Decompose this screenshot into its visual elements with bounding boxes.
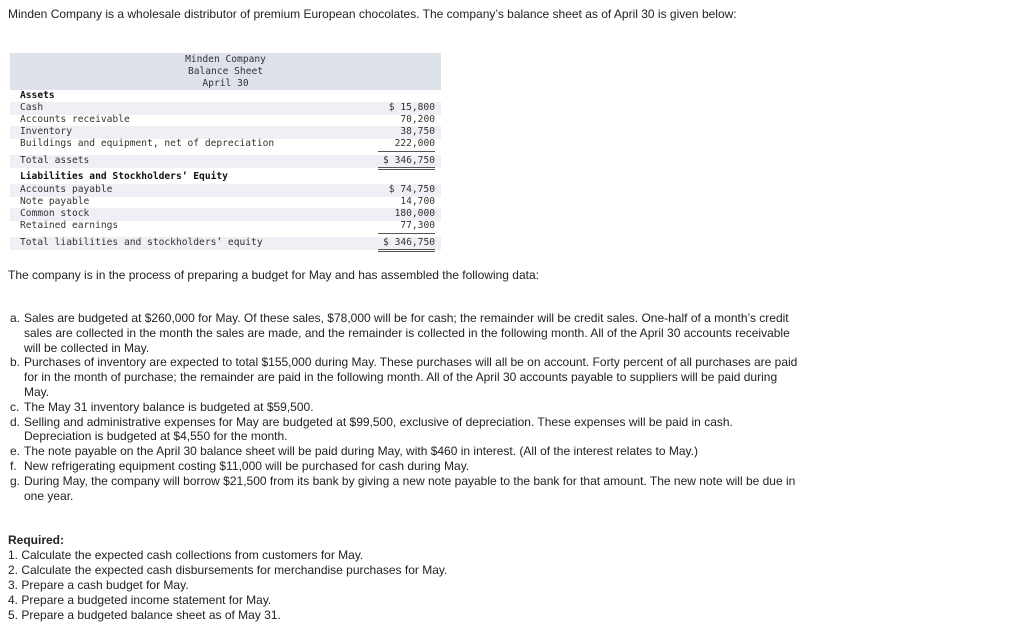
list-item [8, 459, 798, 474]
row-value: 14,700 [400, 196, 435, 207]
row-value: $ 346,750 [383, 155, 435, 166]
table-row [10, 138, 441, 151]
item-marker: b. [10, 355, 21, 370]
subtotal-rule [378, 233, 435, 234]
total-assets-row [10, 155, 441, 168]
statement-date: April 30 [202, 78, 249, 89]
item-marker: g. [10, 473, 21, 488]
list-item [8, 311, 798, 355]
required-title: Required: [8, 533, 65, 547]
total-rule [378, 167, 435, 170]
item-text: The note payable on the April 30 balance sheet will be paid during May, with $460 in interest. (All of the interest relates to May.) [24, 444, 698, 459]
row-label: Common stock [20, 208, 90, 219]
item-marker: a. [10, 311, 21, 325]
item-marker: f. [10, 458, 17, 473]
liabilities-heading-row [10, 171, 441, 184]
list-item [8, 415, 798, 445]
statement-title: Balance Sheet [187, 66, 264, 77]
row-value: 70,200 [400, 114, 435, 125]
row-value: $ 346,750 [383, 237, 435, 248]
row-label: Total assets [20, 155, 90, 166]
item-text: New refrigerating equipment costing $11,000 will be purchased for cash during May. [24, 458, 470, 473]
list-item [8, 355, 798, 399]
row-label: Retained earnings [20, 220, 119, 231]
list-item [8, 400, 798, 415]
row-value: 222,000 [394, 138, 435, 149]
item-text: During May, the company will borrow $21,500 from its bank by giving a new note payable to the bank for that amount. The new note will be due in one year. [24, 473, 796, 503]
item-marker: e. [10, 444, 21, 459]
item-text: The May 31 inventory balance is budgeted at $59,500. [24, 399, 314, 414]
process-text: The company is in the process of preparing a budget for May and has assembled the following data: [8, 268, 539, 282]
row-value: $ 74,750 [388, 184, 435, 195]
liabilities-heading: Liabilities and Stockholders’ Equity [20, 171, 228, 182]
balance-sheet-header [10, 53, 441, 90]
required-item: 4. Prepare a budgeted income statement for May. [8, 592, 272, 607]
item-marker: d. [10, 414, 21, 429]
required-item: 1. Calculate the expected cash collections from customers for May. [8, 548, 364, 562]
intro-text: Minden Company is a wholesale distributor of premium European chocolates. The company’s balance sheet as of April 30 is given below: [8, 7, 737, 21]
item-text: Purchases of inventory are expected to total $155,000 during May. These purchases will all be on account. Forty percent of all purchases are paid for in the month of purchase; the remainder are paid in the following month. All of the April 30 accounts payable to suppliers will be paid during May. [24, 355, 798, 399]
company-name: Minden Company [185, 54, 266, 65]
balance-sheet-table [10, 53, 441, 252]
required-item: 2. Calculate the expected cash disbursements for merchandise purchases for May. [8, 562, 448, 577]
table-row [10, 220, 441, 233]
list-item [8, 474, 798, 504]
total-liabilities-row [10, 237, 441, 250]
item-text: Selling and administrative expenses for May are budgeted at $99,500, exclusive of depreciation. These expenses will be paid in cash. Depreciation is budgeted at $4,550 for the month. [24, 414, 733, 444]
row-value: $ 15,800 [388, 102, 435, 113]
row-value: 38,750 [400, 126, 435, 137]
row-label: Total liabilities and stockholders’ equity [20, 237, 263, 248]
required-item: 5. Prepare a budgeted balance sheet as of May 31. [8, 607, 281, 622]
required-item: 3. Prepare a cash budget for May. [8, 577, 189, 592]
row-value: 77,300 [400, 220, 435, 231]
list-item [8, 444, 798, 459]
assets-heading: Assets [20, 90, 55, 101]
row-label: Inventory [20, 126, 72, 137]
item-text: Sales are budgeted at $260,000 for May. Of these sales, $78,000 will be for cash; the remainder will be credit sales. One-half of a month’s credit sales are collected in the month the sales are made, and the remainder is collected in the following month. All of the April 30 accounts receivable will be collected in May. [24, 311, 790, 355]
row-label: Buildings and equipment, net of depreciation [20, 138, 275, 149]
required-list [8, 548, 447, 623]
item-marker: c. [10, 399, 20, 414]
data-list [8, 311, 798, 503]
row-label: Accounts payable [20, 184, 113, 195]
row-label: Note payable [20, 196, 90, 207]
row-value: 180,000 [394, 208, 435, 219]
subtotal-rule [378, 151, 435, 152]
row-label: Accounts receivable [20, 114, 130, 125]
row-label: Cash [20, 102, 44, 113]
total-rule [378, 249, 435, 252]
